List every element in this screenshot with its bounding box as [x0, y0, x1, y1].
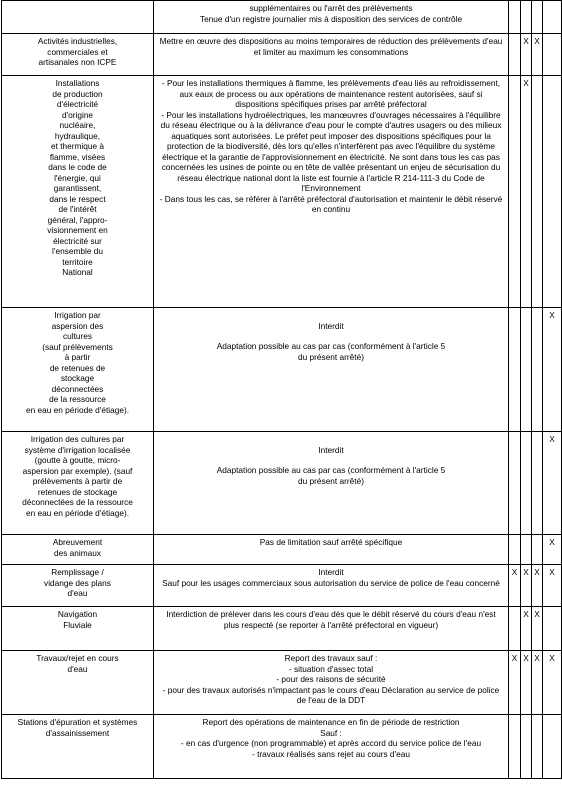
- table-row: [2, 651, 562, 715]
- mark-cell: [532, 1, 543, 34]
- mark-cell: X: [521, 607, 532, 651]
- activity-cell: Abreuvement des animaux: [2, 535, 154, 565]
- measures-cell: Pas de limitation sauf arrêté spécifique: [154, 535, 509, 565]
- mark-cell: [532, 76, 543, 308]
- mark-cell: [509, 308, 521, 432]
- mark-cell: X: [509, 651, 521, 715]
- measures-cell: - Pour les installations thermiques à flamme, les prélèvements d'eau liés au refroidissement, aux eaux de process ou aux opérations de maintenance restent autorisées, sauf si dispositions spécifiques prises par arrêté préfectoral - Pour les installations hydroélectriques, les manœuvres d'ouvrages nécessaires à l'équilibre du réseau électrique ou à la délivrance d'eau pour le compte d'autres usagers ou des milieux aquatiques sont autorisées. Le préfet peut imposer des dispositions spécifiques pour la protection de la biodiversité, dès lors qu'elles n'interfèrent pas avec l'équilibre du système électrique et la garantie de l'approvisionnement en électricité. Ne sont dans tous les cas pas concernées les usines de pointe ou en tête de vallée présentant un enjeu de sécurisation du réseau électrique national dont la liste est fournie à l'article R 214-111-3 du Code de l'Environnement - Dans tous les cas, se référer à l'arrêté préfectoral d'autorisation et maintenir le débit réservé en continu: [154, 76, 509, 308]
- mark-cell: X: [521, 76, 532, 308]
- mark-cell: X: [532, 565, 543, 607]
- table-row: [2, 1, 562, 34]
- restriction-table-body: [2, 1, 562, 779]
- mark-cell: [543, 34, 562, 76]
- table-row: [2, 535, 562, 565]
- measures-cell: Report des opérations de maintenance en fin de période de restriction Sauf : - en cas d'urgence (non programmable) et après accord du service police de l'eau - travaux réalisés sans rejet au cours d'eau: [154, 715, 509, 779]
- mark-cell: X: [543, 565, 562, 607]
- mark-cell: [509, 715, 521, 779]
- activity-cell: Travaux/rejet en cours d'eau: [2, 651, 154, 715]
- mark-cell: X: [521, 565, 532, 607]
- activity-cell: Navigation Fluviale: [2, 607, 154, 651]
- mark-cell: [509, 432, 521, 535]
- mark-cell: X: [532, 34, 543, 76]
- mark-cell: X: [543, 308, 562, 432]
- mark-cell: [532, 432, 543, 535]
- mark-cell: X: [543, 535, 562, 565]
- mark-cell: [532, 535, 543, 565]
- mark-cell: [509, 607, 521, 651]
- activity-cell: Irrigation des cultures par système d'irrigation localisée (goutte à goutte, micro- aspersion par exemple). (sauf prélèvements à partir de retenues de stockage déconnectées de la ressource en eau en période d'étiage).: [2, 432, 154, 535]
- mark-cell: [543, 1, 562, 34]
- activity-cell: Installations de production d'électricité d'origine nucléaire, hydraulique, et thermique à flamme, visées dans le code de l'énergie, qui garantissent, dans le respect de l'intérêt général, l'appro- visionnement en électricité sur l'ensemble du territoire National: [2, 76, 154, 308]
- measures-cell: Report des travaux sauf : - situation d'assec total - pour des raisons de sécurité - pour des travaux autorisés n'impactant pas le cours d'eau Déclaration au service de police de l'eau de la DDT: [154, 651, 509, 715]
- mark-cell: X: [532, 607, 543, 651]
- table-row: [2, 432, 562, 535]
- mark-cell: X: [521, 651, 532, 715]
- mark-cell: [521, 1, 532, 34]
- mark-cell: [509, 535, 521, 565]
- restriction-table: [1, 0, 562, 779]
- measures-cell: Interdiction de prélever dans les cours d'eau dès que le débit réservé du cours d'eau n'est plus respecté (se reporter à l'arrêté préfectoral en vigueur): [154, 607, 509, 651]
- mark-cell: [509, 34, 521, 76]
- mark-cell: X: [543, 432, 562, 535]
- table-row: [2, 565, 562, 607]
- measures-cell: Interdit Sauf pour les usages commerciaux sous autorisation du service de police de l'eau concerné: [154, 565, 509, 607]
- mark-cell: [509, 1, 521, 34]
- mark-cell: [521, 715, 532, 779]
- measures-cell: Interdit Adaptation possible au cas par cas (conformément à l'article 5 du présent arrêté): [154, 308, 509, 432]
- activity-cell: Activités industrielles, commerciales et artisanales non ICPE: [2, 34, 154, 76]
- activity-cell: Stations d'épuration et systèmes d'assainissement: [2, 715, 154, 779]
- mark-cell: [521, 432, 532, 535]
- activity-cell: Irrigation par aspersion des cultures (sauf prélèvements à partir de retenues de stockage déconnectées de la ressource en eau en période d'étiage).: [2, 308, 154, 432]
- mark-cell: [532, 715, 543, 779]
- mark-cell: [543, 76, 562, 308]
- activity-cell: [2, 1, 154, 34]
- activity-cell: Remplissage / vidange des plans d'eau: [2, 565, 154, 607]
- mark-cell: [543, 607, 562, 651]
- mark-cell: X: [521, 34, 532, 76]
- mark-cell: [509, 76, 521, 308]
- table-row: [2, 308, 562, 432]
- table-row: [2, 34, 562, 76]
- measures-cell: supplémentaires ou l'arrêt des prélèvements Tenue d'un registre journalier mis à disposition des services de contrôle: [154, 1, 509, 34]
- mark-cell: [521, 535, 532, 565]
- measures-cell: Mettre en œuvre des dispositions au moins temporaires de réduction des prélèvements d'eau et limiter au maximum les consommations: [154, 34, 509, 76]
- table-row: [2, 715, 562, 779]
- table-row: [2, 76, 562, 308]
- mark-cell: X: [543, 651, 562, 715]
- mark-cell: X: [532, 651, 543, 715]
- mark-cell: [532, 308, 543, 432]
- mark-cell: [521, 308, 532, 432]
- measures-cell: Interdit Adaptation possible au cas par cas (conformément à l'article 5 du présent arrêté): [154, 432, 509, 535]
- mark-cell: X: [509, 565, 521, 607]
- mark-cell: [543, 715, 562, 779]
- table-row: [2, 607, 562, 651]
